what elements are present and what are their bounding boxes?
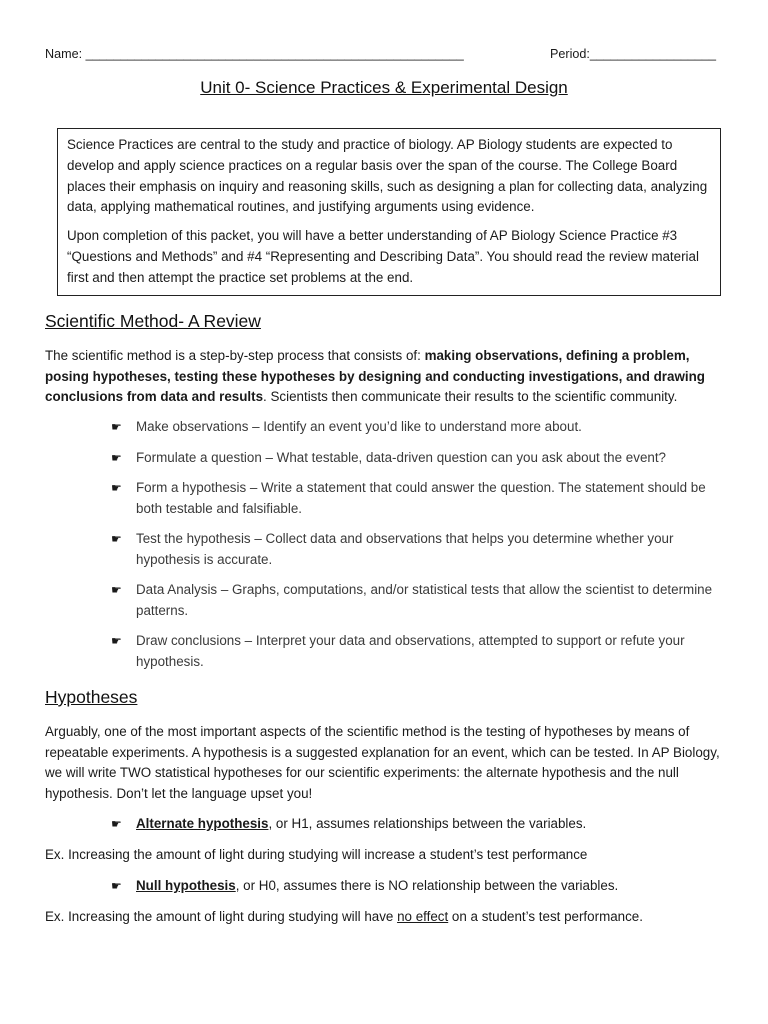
step-text: Test the hypothesis – Collect data and observations that helps you determine whether your hypothesis is accurate. (136, 531, 674, 567)
right-pointing-hand-icon: ☛ (111, 817, 122, 831)
right-pointing-hand-icon: ☛ (111, 583, 122, 597)
null-example-pre: Ex. Increasing the amount of light during studying will have (45, 909, 398, 924)
alternate-hypothesis-term: Alternate hypothesis (136, 816, 269, 831)
intro-tail-text: . Scientists then communicate their results to the scientific community. (263, 389, 678, 404)
list-item (111, 478, 721, 519)
step-text: Form a hypothesis – Write a statement that could answer the question. The statement should be both testable and falsifiable. (136, 480, 706, 516)
intro-paragraph-2: Upon completion of this packet, you will have a better understanding of AP Biology Science Practice #3 “Questions and Methods” and #4 “Representing and Describing Data”. You should read the review material first and then attempt the practice set problems at the end. (67, 228, 699, 285)
list-item (111, 580, 721, 621)
right-pointing-hand-icon: ☛ (111, 634, 122, 648)
intro-bold-text: making observations, defining a problem, posing hypotheses, testing these hypotheses by designing and conducting investigations, and drawing conclusions from data and results (45, 348, 705, 404)
step-text: Draw conclusions – Interpret your data and observations, attempted to support or refute your hypothesis. (136, 633, 685, 669)
alternate-hypothesis-item (111, 814, 711, 834)
null-hypothesis-desc: , or H0, assumes there is NO relationship between the variables. (235, 878, 619, 893)
scientific-method-intro (45, 346, 725, 408)
name-field-label: Name: ______________________________________________________ (45, 47, 464, 61)
list-item (111, 529, 721, 570)
intro-box (57, 128, 721, 296)
list-item (111, 417, 721, 438)
list-item (111, 448, 721, 469)
right-pointing-hand-icon: ☛ (111, 879, 122, 893)
intro-plain-text: The scientific method is a step-by-step process that consists of: (45, 348, 425, 363)
step-text: Make observations – Identify an event you’d like to understand more about. (136, 419, 582, 434)
null-hypothesis-item (111, 876, 711, 896)
scientific-method-heading: Scientific Method- A Review (45, 311, 261, 331)
alternate-hypothesis-example: Ex. Increasing the amount of light during studying will increase a student’s test performance (45, 847, 588, 862)
step-text: Formulate a question – What testable, data-driven question can you ask about the event? (136, 449, 667, 465)
page-title: Unit 0- Science Practices & Experimental Design (200, 78, 568, 97)
hypotheses-heading: Hypotheses (45, 687, 138, 707)
right-pointing-hand-icon: ☛ (111, 420, 122, 434)
intro-paragraph-1: Science Practices are central to the study and practice of biology. AP Biology students are expected to develop and apply science practices on a regular basis over the span of the course. The College Board places their emphasis on inquiry and reasoning skills, such as designing a plan for collecting data, analyzing data, applying mathematical routines, and justifying arguments using evidence. (67, 137, 708, 215)
right-pointing-hand-icon: ☛ (111, 481, 122, 495)
hypotheses-paragraph: Arguably, one of the most important aspects of the scientific method is the testing of hypotheses by means of repeatable experiments. A hypothesis is a suggested explanation for an event, which can be tested. In AP Biology, we will write TWO statistical hypotheses for our scientific experiments: the alternate hypothesis and the null hypothesis. Don’t let the language upset you! (45, 724, 720, 801)
right-pointing-hand-icon: ☛ (111, 532, 122, 546)
list-item (111, 631, 721, 672)
null-example-post: on a student’s test performance. (448, 909, 643, 924)
step-text: Data Analysis – Graphs, computations, and/or statistical tests that allow the scientist to determine patterns. (136, 582, 713, 618)
alternate-hypothesis-desc: , or H1, assumes relationships between the variables. (268, 816, 587, 831)
null-hypothesis-term: Null hypothesis (136, 878, 236, 893)
null-hypothesis-example (45, 907, 725, 927)
null-example-underlined: no effect (397, 909, 449, 924)
period-field-label: Period:__________________ (550, 47, 716, 61)
scientific-method-steps (111, 417, 721, 672)
header-row (45, 47, 716, 67)
right-pointing-hand-icon: ☛ (111, 450, 122, 465)
